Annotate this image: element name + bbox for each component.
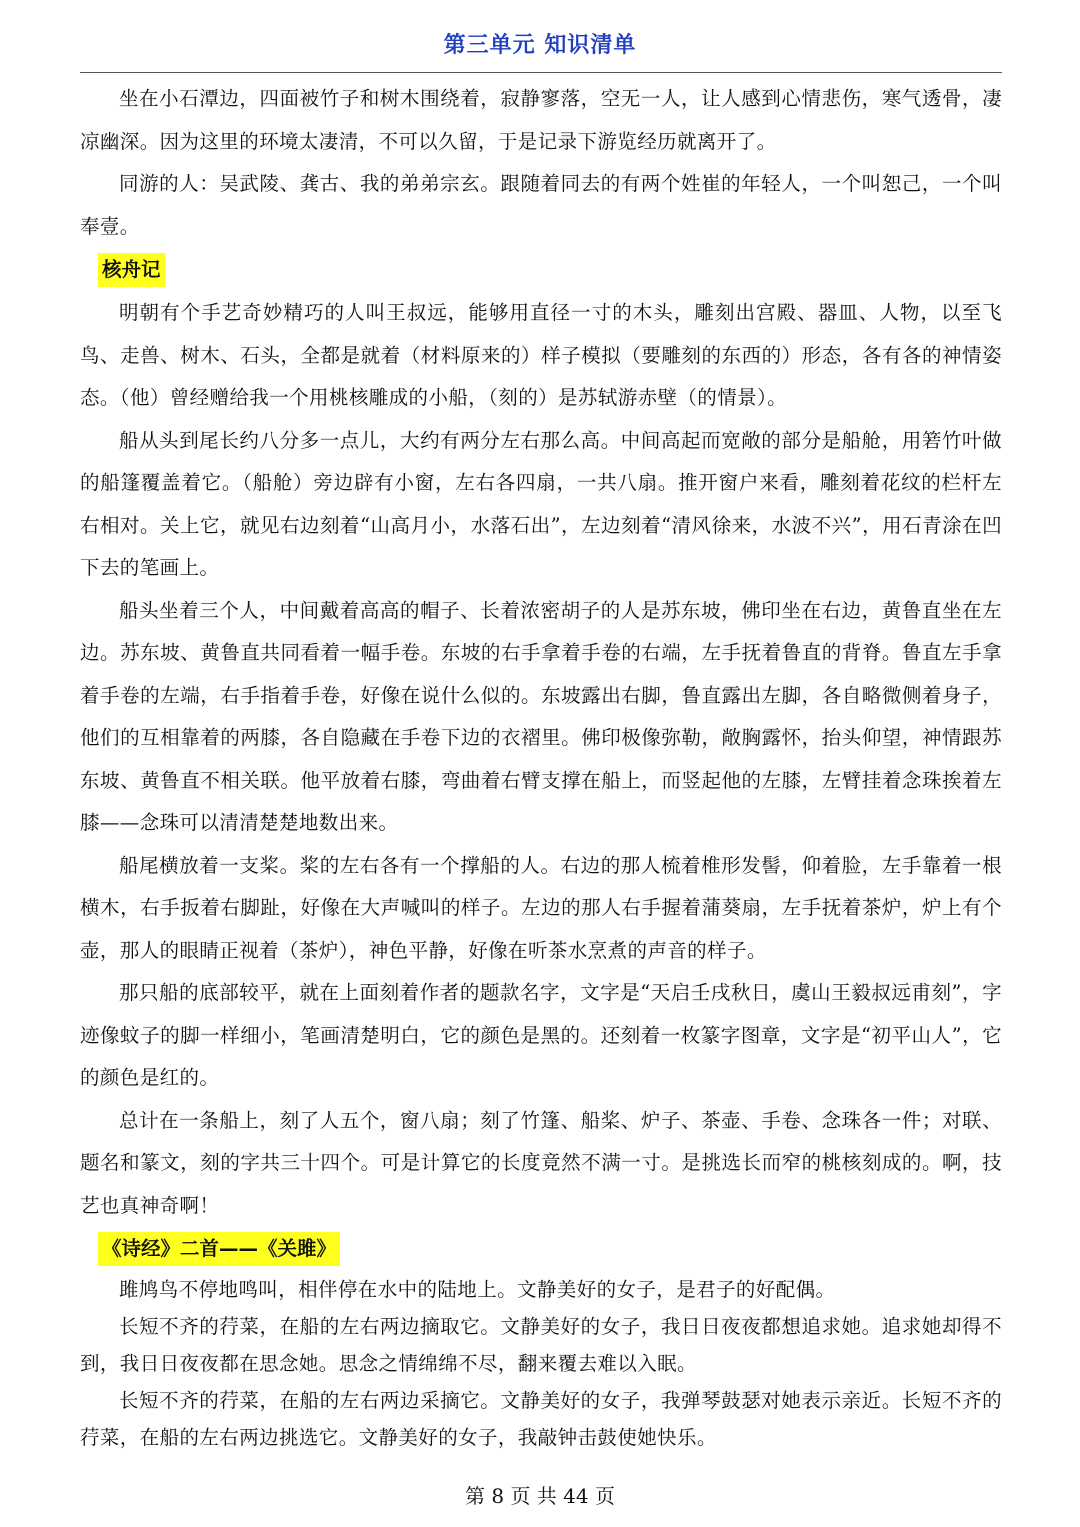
section-heading-guanju: 《诗经》二首——《关雎》 [98,1232,340,1266]
section-heading-row [80,1227,1002,1271]
header-divider [80,72,1002,73]
paragraph: 那只船的底部较平，就在上面刻着作者的题款名字，文字是“天启壬戌秋日，虞山王毅叔远甫刻”，字迹像蚊子的脚一样细小，笔画清楚明白，它的颜色是黑的。还刻着一枚篆字图章，文字是“初平山人”，它的颜色是红的。 [80,981,1002,1089]
paragraph: 船头坐着三个人，中间戴着高高的帽子、长着浓密胡子的人是苏东坡，佛印坐在右边，黄鲁直坐在左边。苏东坡、黄鲁直共同看着一幅手卷。东坡的右手拿着手卷的右端，左手抚着鲁直的背脊。鲁直左手拿着手卷的左端，右手指着手卷，好像在说什么似的。东坡露出右脚，鲁直露出左脚，各自略微侧着身子，他们的互相靠着的两膝，各自隐藏在手卷下边的衣褶里。佛印极像弥勒，敞胸露怀，抬头仰望，神情跟苏东坡、黄鲁直不相关联。他平放着右膝，弯曲着右臂支撑在船上，而竖起他的左膝，左臂挂着念珠挨着左膝——念珠可以清清楚楚地数出来。 [80,598,1002,834]
page-header-title: 第三单元 知识清单 [443,33,637,58]
paragraph: 长短不齐的荇菜，在船的左右两边摘取它。文静美好的女子，我日日夜夜都想追求她。追求她却得不到，我日日夜夜都在思念她。思念之情绵绵不尽，翻来覆去难以入眠。 [80,1315,1002,1375]
paragraph: 同游的人：吴武陵、龚古、我的弟弟宗玄。跟随着同去的有两个姓崔的年轻人，一个叫恕己，一个叫奉壹。 [80,172,1002,238]
paragraph: 长短不齐的荇菜，在船的左右两边采摘它。文静美好的女子，我弹琴鼓瑟对她表示亲近。长短不齐的荇菜，在船的左右两边挑选它。文静美好的女子，我敲钟击鼓使她快乐。 [80,1389,1002,1449]
paragraph: 明朝有个手艺奇妙精巧的人叫王叔远，能够用直径一寸的木头，雕刻出宫殿、器皿、人物，以至飞鸟、走兽、树木、石头，全都是就着（材料原来的）样子模拟（要雕刻的东西的）形态，各有各的神情姿态。（他）曾经赠给我一个用桃核雕成的小船，（刻的）是苏轼游赤壁（的情景）。 [80,301,1002,409]
section-heading-row [80,248,1002,292]
paragraph: 坐在小石潭边，四面被竹子和树木围绕着，寂静寥落，空无一人，让人感到心情悲伤，寒气透骨，凄凉幽深。因为这里的环境太凄清，不可以久留，于是记录下游览经历就离开了。 [80,87,1002,153]
section-heading-hezhouji: 核舟记 [98,253,165,287]
document-body [80,78,1002,1456]
paragraph: 船从头到尾长约八分多一点儿，大约有两分左右那么高。中间高起而宽敞的部分是船舱，用箬竹叶做的船篷覆盖着它。（船舱）旁边辟有小窗，左右各四扇，一共八扇。推开窗户来看，雕刻着花纹的栏杆左右相对。关上它，就见右边刻着“山高月小，水落石出”，左边刻着“清风徐来，水波不兴”，用石青涂在凹下去的笔画上。 [80,428,1002,579]
paragraph: 雎鸠鸟不停地鸣叫，相伴停在水中的陆地上。文静美好的女子，是君子的好配偶。 [119,1278,836,1301]
paragraph: 船尾横放着一支桨。桨的左右各有一个撑船的人。右边的那人梳着椎形发髻，仰着脸，左手靠着一根横木，右手扳着右脚趾，好像在大声喊叫的样子。左边的那人右手握着蒲葵扇，左手抚着茶炉，炉上有个壶，那人的眼睛正视着（茶炉），神色平静，好像在听茶水烹煮的声音的样子。 [80,853,1002,962]
page-number: 第 8 页 共 44 页 [465,1484,615,1508]
paragraph: 总计在一条船上，刻了人五个，窗八扇；刻了竹篷、船桨、炉子、茶壶、手卷、念珠各一件；对联、题名和篆文，刻的字共三十四个。可是计算它的长度竟然不满一寸。是挑选长而窄的桃核刻成的。啊，技艺也真神奇啊！ [80,1108,1002,1217]
